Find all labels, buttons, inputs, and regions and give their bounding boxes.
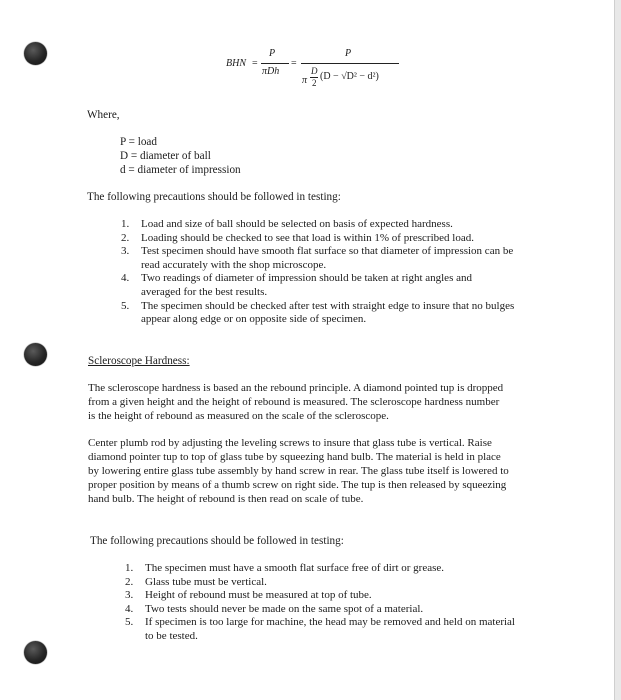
item-text: The specimen must have a smooth flat surface free of dirt or grease. <box>145 562 445 574</box>
list-item <box>125 616 545 643</box>
formula-denominator-body: (D − √D² − d²) <box>320 71 379 82</box>
formula-numerator-1: P <box>269 48 276 59</box>
item-text: Test specimen should have smooth flat surface so that diameter of impression can be <box>141 245 514 258</box>
paragraph-line: is the height of rebound as measured on the scale of the scleroscope. <box>88 409 389 422</box>
list-item <box>125 562 545 576</box>
scleroscope-precautions-intro: The following precautions should be followed in testing: <box>90 535 344 547</box>
list-item <box>125 589 545 603</box>
punch-hole-icon <box>24 42 47 65</box>
fraction-bar <box>301 63 399 64</box>
fraction-bar <box>261 63 289 64</box>
formula-lhs: BHN <box>226 58 246 69</box>
item-text: Two readings of diameter of impression should be taken at right angles and <box>141 272 472 285</box>
item-number: 5. <box>125 616 134 629</box>
item-number: 3. <box>121 245 130 258</box>
formula-pi: π <box>302 75 308 86</box>
item-text: Glass tube must be vertical. <box>145 575 267 588</box>
page-edge <box>615 0 621 700</box>
paragraph-line: Center plumb rod by adjusting the leveling screws to insure that glass tube is vertical. Raise <box>88 437 492 449</box>
definition-impression-diameter: d = diameter of impression <box>120 164 241 176</box>
item-number: 4. <box>125 602 134 615</box>
item-number: 4. <box>121 272 130 285</box>
brinell-precautions-intro: The following precautions should be followed in testing: <box>87 191 341 203</box>
list-item <box>121 232 541 246</box>
formula-half-denominator: 2 <box>312 78 317 88</box>
scleroscope-paragraph-2 <box>88 437 543 507</box>
brinell-precautions-list <box>121 218 541 327</box>
punch-hole-icon <box>24 641 47 664</box>
scleroscope-heading: Scleroscope Hardness: <box>88 355 190 367</box>
scleroscope-paragraph-1 <box>88 382 538 424</box>
paragraph-line: proper position by means of a thumb screw on right side. The tup is then released by squeezing <box>88 478 507 491</box>
item-text: Height of rebound must be measured at top of tube. <box>145 589 372 602</box>
item-text: Two tests should never be made on the same spot of a material. <box>145 602 424 615</box>
item-number: 5. <box>121 299 130 312</box>
list-item <box>121 245 541 272</box>
item-text: to be tested. <box>145 629 198 642</box>
item-number: 1. <box>125 562 134 574</box>
formula-equals: = <box>291 58 297 69</box>
item-number: 2. <box>121 231 130 244</box>
paragraph-line: from a given height and the height of rebound is measured. The scleroscope hardness number <box>88 395 500 408</box>
formula-numerator-2: P <box>345 48 352 59</box>
item-number: 3. <box>125 589 134 602</box>
item-text: If specimen is too large for machine, the head may be removed and held on material <box>145 616 515 629</box>
paragraph-line: The scleroscope hardness is based an the rebound principle. A diamond pointed tup is dropped <box>88 382 504 394</box>
item-text: appear along edge or on opposite side of specimen. <box>141 313 367 326</box>
bhn-formula <box>222 44 412 96</box>
punch-hole-icon <box>24 343 47 366</box>
list-item <box>121 218 541 232</box>
paragraph-line: diamond pointer tup to top of glass tube by squeezing hand bulb. The material is held in place <box>88 450 501 463</box>
item-text: Load and size of ball should be selected on basis of expected hardness. <box>141 218 453 230</box>
formula-half-numerator: D <box>311 66 318 76</box>
item-text: Loading should be checked to see that load is within 1% of prescribed load. <box>141 231 474 244</box>
definition-ball-diameter: D = diameter of ball <box>120 150 211 162</box>
formula-denominator-1: πDh <box>262 66 280 77</box>
item-number: 2. <box>125 575 134 588</box>
list-item <box>121 272 541 299</box>
item-number: 1. <box>121 218 130 230</box>
where-label: Where, <box>87 109 120 121</box>
list-item <box>125 603 545 617</box>
scleroscope-precautions-list <box>125 562 545 644</box>
item-text: averaged for the best results. <box>141 285 268 298</box>
paragraph-line: hand bulb. The height of rebound is then read on scale of tube. <box>88 492 364 505</box>
item-text: The specimen should be checked after test with straight edge to insure that no bulges <box>141 299 515 312</box>
paragraph-line: by lowering entire glass tube assembly by hand screw in rear. The glass tube itself is lowered to <box>88 464 509 477</box>
list-item <box>121 300 541 327</box>
definition-load: P = load <box>120 136 157 148</box>
formula-equals: = <box>252 58 258 69</box>
item-text: read accurately with the shop microscope. <box>141 258 327 271</box>
list-item <box>125 576 545 590</box>
